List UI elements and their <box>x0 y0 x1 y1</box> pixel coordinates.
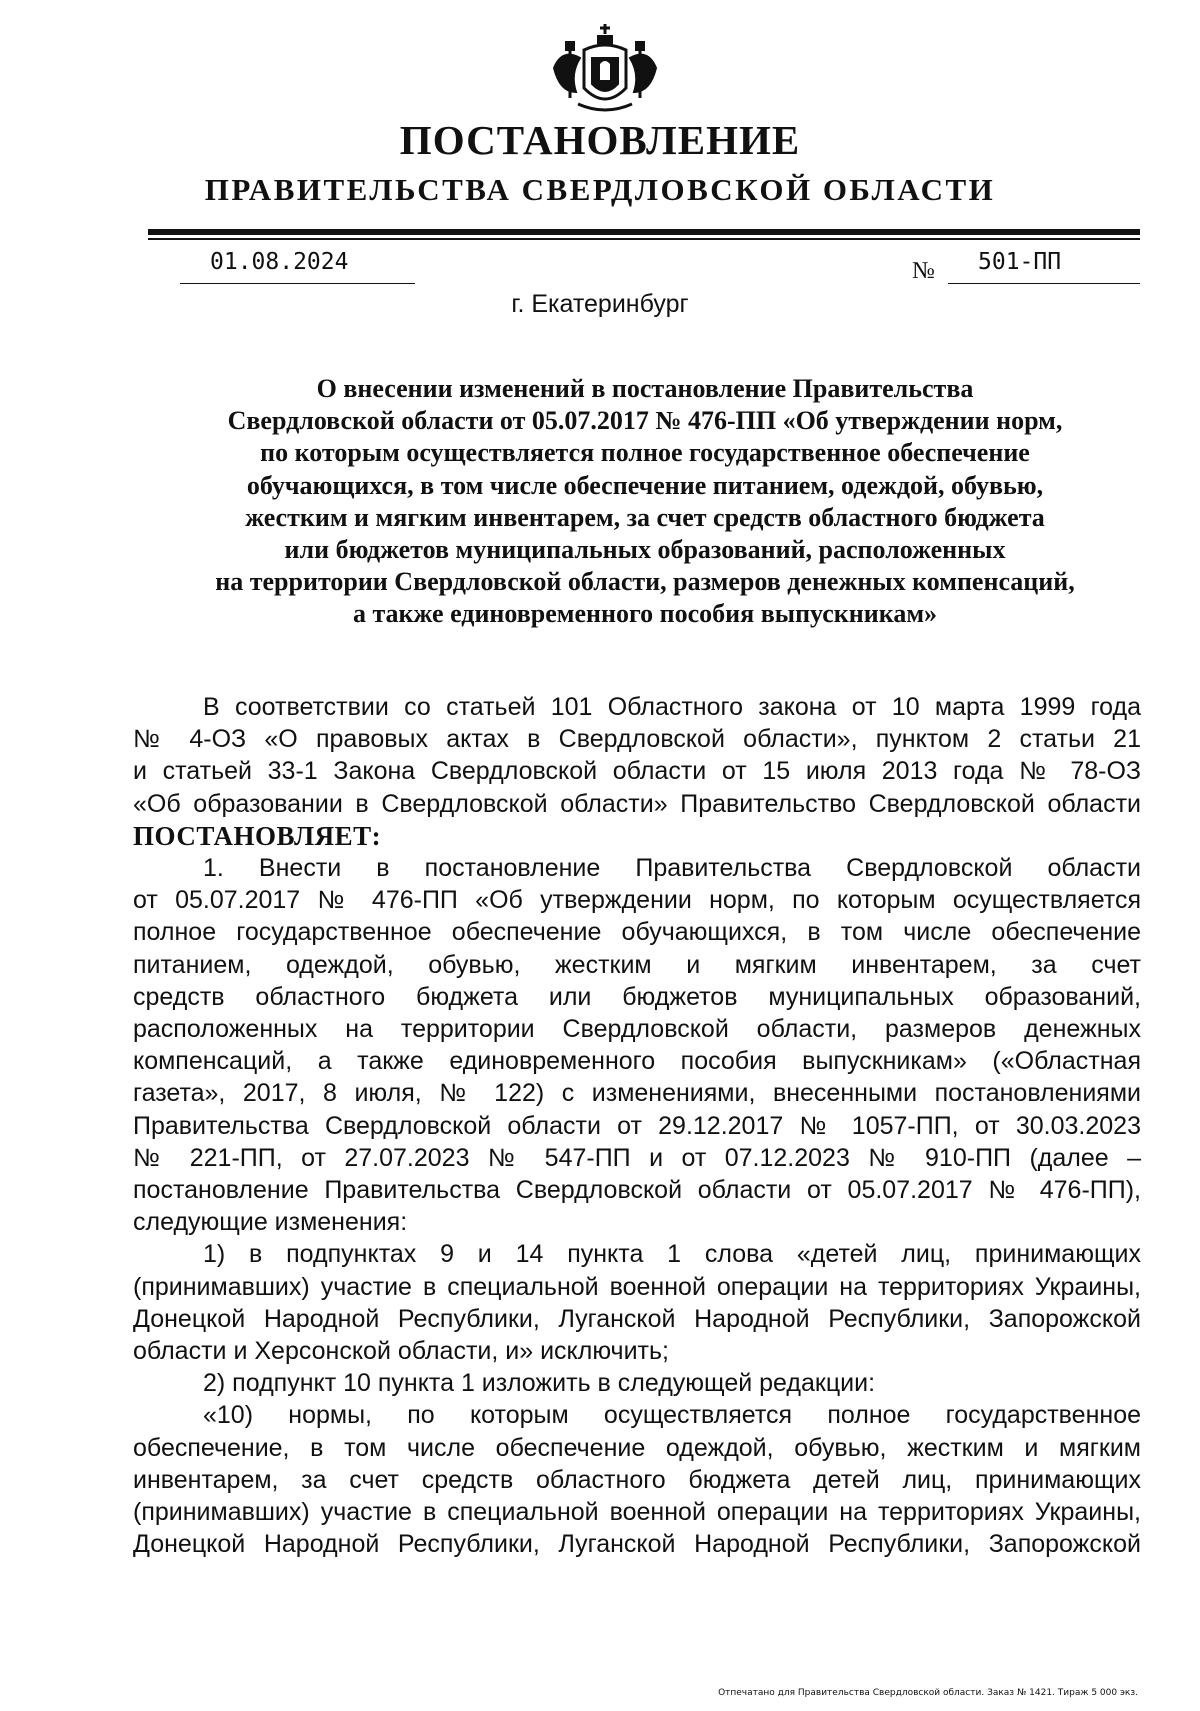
heading-line: на территории Свердловской области, размеров денежных компенсаций, <box>215 567 1075 597</box>
body-line: компенсаций, а также единовременного пособия выпускникам» («Областная <box>133 1047 1141 1076</box>
body-line: 2) подпункт 10 пункта 1 изложить в следующей редакции: <box>203 1369 876 1398</box>
heading-line: или бюджетов муниципальных образований, расположенных <box>284 535 1006 565</box>
document-heading <box>150 373 1140 631</box>
body-line: и статьей 33-1 Закона Свердловской области от 15 июля 2013 года № 78-ОЗ <box>133 757 1141 786</box>
heading-line: обучающихся, в том числе обеспечение питанием, одеждой, обувью, <box>246 470 1044 500</box>
header-divider-thick <box>148 229 1140 235</box>
body-line: Правительства Свердловской области от 29.12.2017 № 1057-ПП, от 30.03.2023 <box>133 1111 1141 1140</box>
body-line: обеспечение, в том числе обеспечение одеждой, обувью, жестким и мягким <box>133 1433 1141 1462</box>
document-subtitle: ПРАВИТЕЛЬСТВА СВЕРДЛОВСКОЙ ОБЛАСТИ <box>204 172 996 207</box>
number-sign: № <box>912 258 935 284</box>
heading-line: О внесении изменений в постановление Правительства <box>316 374 974 403</box>
body-line: «Об образовании в Свердловской области» Правительство Свердловской области <box>133 789 1141 818</box>
document-city: г. Екатеринбург <box>511 290 689 318</box>
document-title: ПОСТАНОВЛЕНИЕ <box>399 117 801 163</box>
body-line: «10) нормы, по которым осуществляется полное государственное <box>203 1401 1141 1430</box>
print-footer: Отпечатано для Правительства Свердловской области. Заказ № 1421. Тираж 5 000 экз. <box>718 1688 1138 1698</box>
body-line: постановление Правительства Свердловской области от 05.07.2017 № 476-ПП), <box>133 1176 1141 1205</box>
heading-line: жестким и мягким инвентарем, за счет средств областного бюджета <box>245 502 1045 532</box>
heading-line: по которым осуществляется полное государственное обеспечение <box>260 438 1030 468</box>
body-line: полное государственное обеспечение обучающихся, в том числе обеспечение <box>133 918 1141 947</box>
body-line: средств областного бюджета или бюджетов муниципальных образований, <box>133 982 1141 1011</box>
header-divider-thin <box>148 238 1140 240</box>
body-line: следующие изменения: <box>133 1208 408 1237</box>
body-line: Донецкой Народной Республики, Луганской Народной Республики, Запорожской <box>133 1304 1141 1333</box>
coat-of-arms-emblem <box>540 18 670 118</box>
body-line: расположенных на территории Свердловской области, размеров денежных <box>133 1015 1141 1044</box>
resolution-keyword: ПОСТАНОВЛЯЕТ: <box>133 820 382 851</box>
body-line: 1) в подпунктах 9 и 14 пункта 1 слова «детей лиц, принимающих <box>203 1240 1141 1269</box>
body-line: В соответствии со статьей 101 Областного закона от 10 марта 1999 года <box>203 693 1141 721</box>
body-line: от 05.07.2017 № 476-ПП «Об утверждении норм, по которым осуществляется <box>133 886 1141 915</box>
body-line: (принимавших) участие в специальной военной операции на территориях Украины, <box>133 1272 1141 1301</box>
body-line: Донецкой Народной Республики, Луганской Народной Республики, Запорожской <box>133 1530 1141 1559</box>
body-line: области и Херсонской области, и» исключить; <box>133 1337 669 1366</box>
body-line: газета», 2017, 8 июля, № 122) с изменениями, внесенными постановлениями <box>133 1079 1141 1108</box>
body-line: (принимавших) участие в специальной военной операции на территориях Украины, <box>133 1498 1141 1527</box>
body-line: № 221-ПП, от 27.07.2023 № 547-ПП и от 07.12.2023 № 910-ПП (далее – <box>133 1143 1141 1172</box>
body-line: инвентарем, за счет средств областного бюджета детей лиц, принимающих <box>133 1465 1141 1494</box>
body-line: питанием, одеждой, обувью, жестким и мягким инвентарем, за счет <box>133 950 1141 979</box>
document-body <box>133 691 1141 1560</box>
heading-line: а также единовременного пособия выпускникам» <box>352 599 938 629</box>
heading-line: Свердловской области от 05.07.2017 № 476-ПП «Об утверждении норм, <box>227 406 1063 436</box>
body-line: № 4-ОЗ «О правовых актах в Свердловской области», пунктом 2 статьи 21 <box>133 725 1141 754</box>
document-date: 01.08.2024 <box>180 244 415 284</box>
body-line: 1. Внести в постановление Правительства Свердловской области <box>203 854 1141 883</box>
document-number: 501-ПП <box>948 244 1140 284</box>
